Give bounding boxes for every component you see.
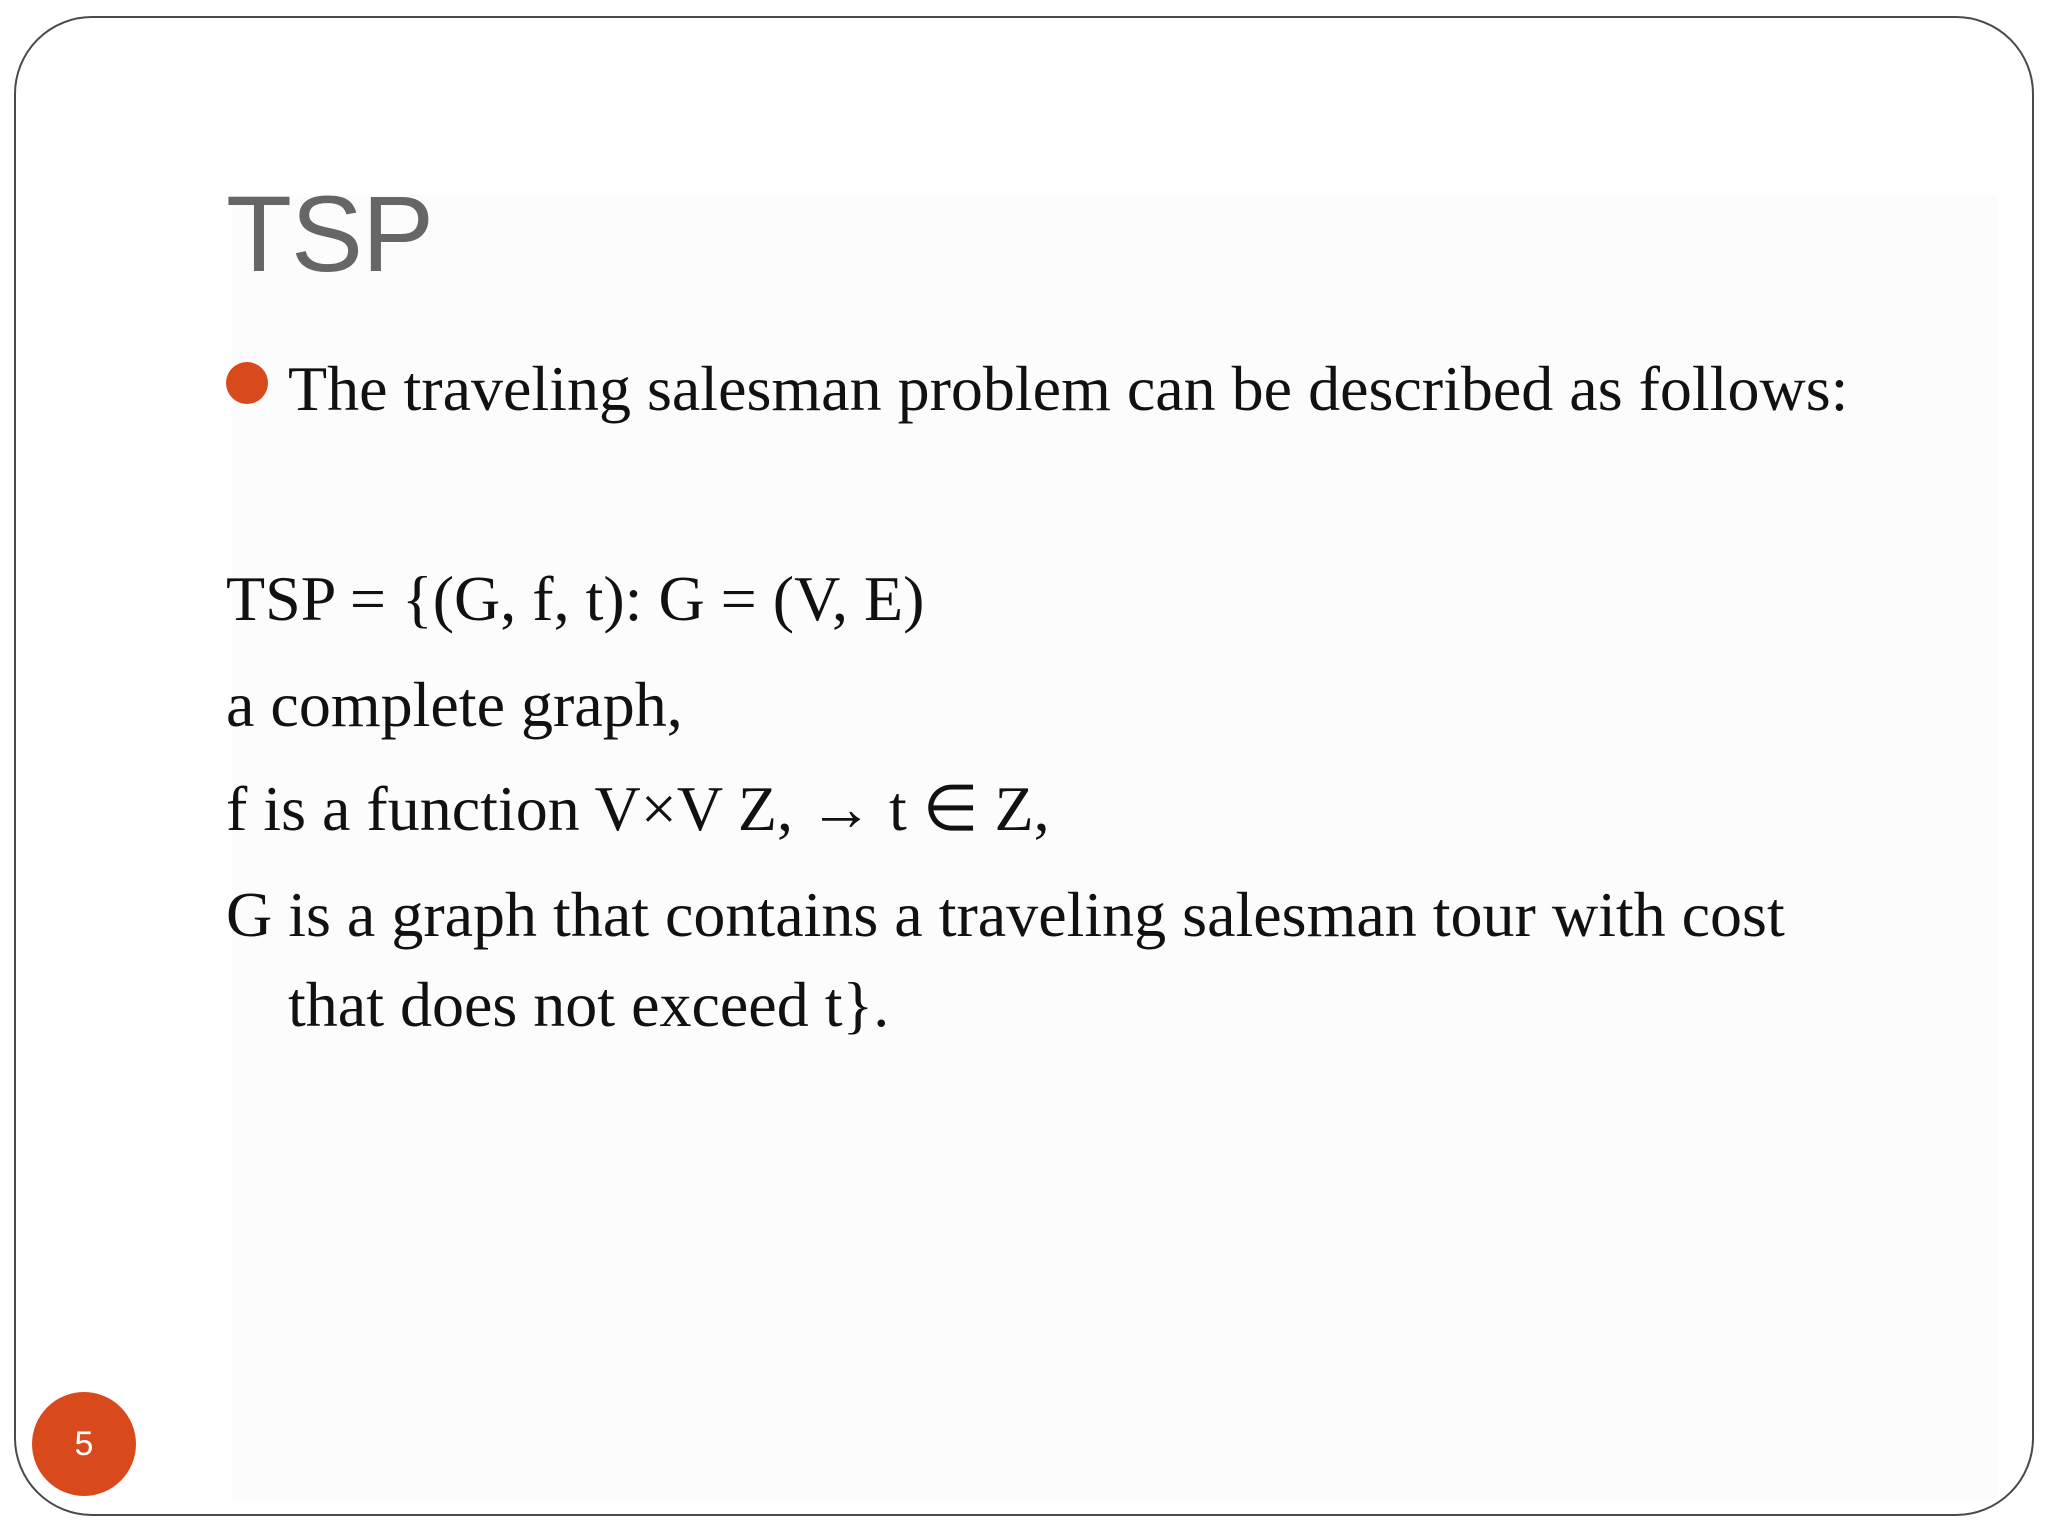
definition-line-3: f is a function V×V Z, → t ∈ Z,: [226, 773, 1050, 844]
definition-line-1: TSP = {(G, f, t): G = (V, E): [226, 563, 925, 634]
bullet-dot-icon: [226, 362, 268, 404]
bullet-text: The traveling salesman problem can be described as follows:: [288, 353, 1849, 424]
definition-line-5: that does not exceed t}.: [288, 969, 890, 1040]
slide-title: TSP: [226, 173, 434, 294]
bullet-item: [226, 350, 1848, 428]
page-number-badge: 5: [32, 1392, 136, 1496]
definition-line-4: G is a graph that contains a traveling salesman tour with cost: [226, 879, 1785, 950]
definition-line-2: a complete graph,: [226, 669, 683, 740]
